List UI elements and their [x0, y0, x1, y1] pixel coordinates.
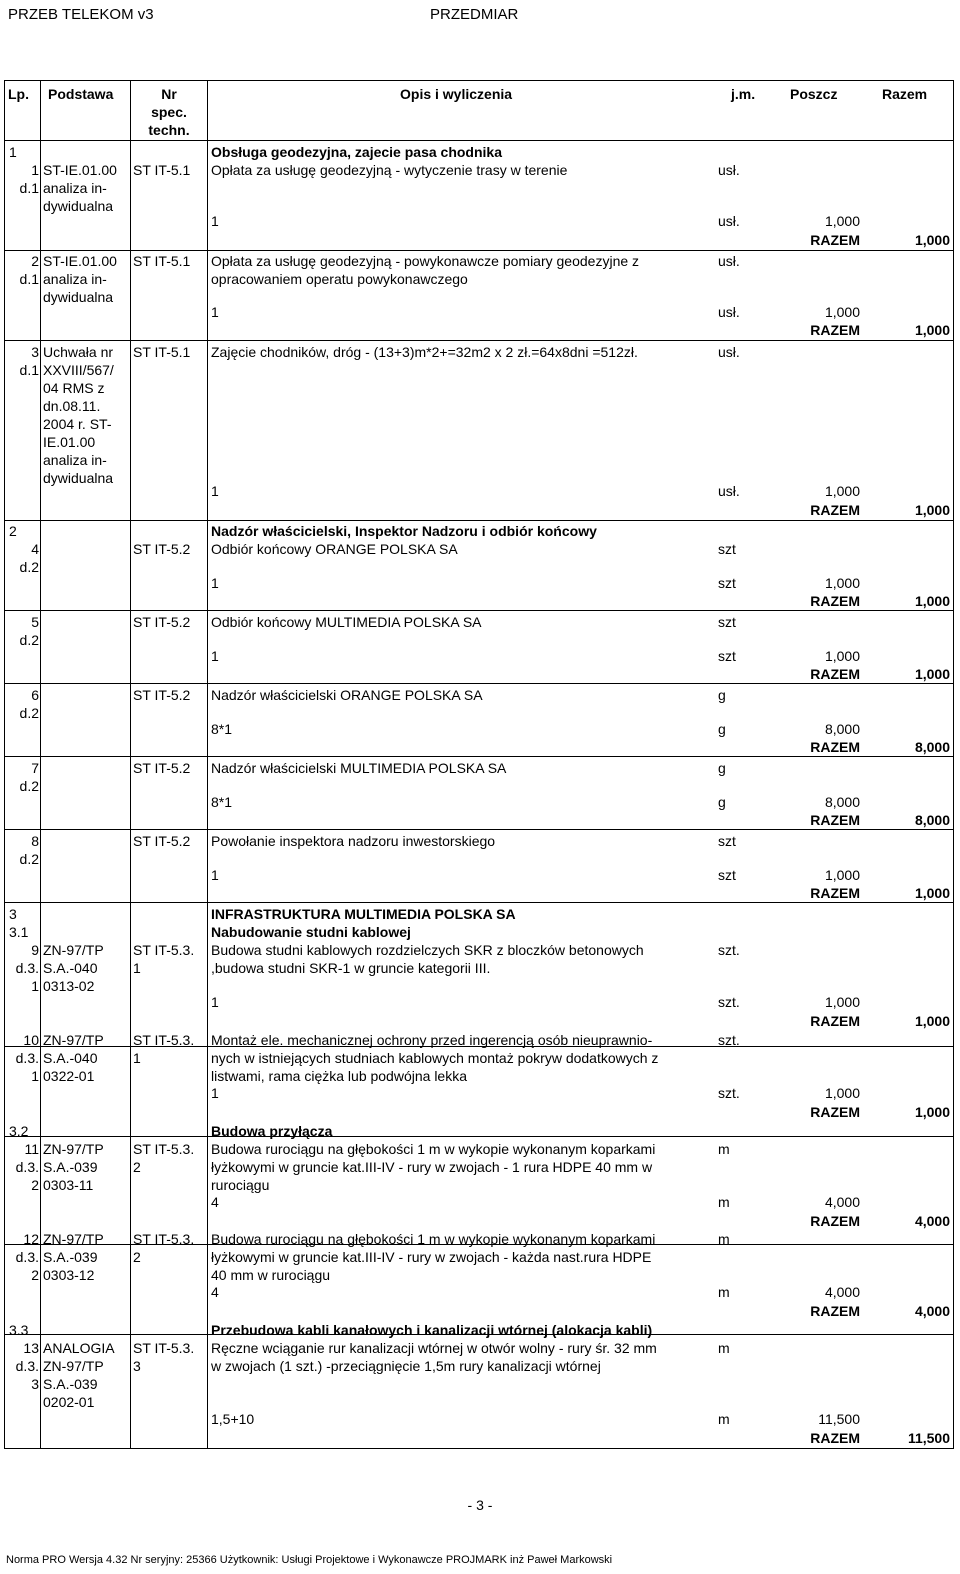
item-quantity-unit: szt [718, 648, 736, 664]
row-divider [4, 683, 954, 684]
item-lp: 13 d.3. 3 [15, 1340, 39, 1392]
row-divider [4, 340, 954, 341]
item-quantity: 1 [211, 213, 219, 229]
item-opis: Powołanie inspektora nadzoru inwestorskiego [211, 833, 496, 849]
razem-label: RAZEM [810, 232, 860, 248]
item-nr-spec: ST IT-5.2 [133, 541, 191, 557]
section-title: Nadzór właścicielski, Inspektor Nadzoru i odbiór końcowy [211, 523, 597, 539]
item-lp: 2 d.1 [19, 253, 39, 287]
item-quantity-unit: g [718, 794, 726, 810]
item-razem: 1,000 [914, 593, 950, 609]
row-divider [4, 520, 954, 521]
item-opis: Montaż ele. mechanicznej ochrony przed ingerencją osób nieuprawnio- nych w istniejących studniach kablowych montaż pokryw dodatkowych z listwami, rama ciężka lub podwójna lekka [211, 1032, 659, 1084]
item-quantity: 8*1 [211, 794, 233, 810]
item-jm: g [718, 760, 726, 776]
item-razem: 1,000 [914, 322, 950, 338]
item-podstawa: ZN-97/TP S.A.-040 0313-02 [43, 942, 104, 994]
item-poszcz: 11,500 [818, 1411, 860, 1427]
item-quantity: 1 [211, 483, 219, 499]
row-divider [4, 610, 954, 611]
row-divider [4, 80, 954, 81]
razem-label: RAZEM [810, 812, 860, 828]
item-opis: Opłata za usługę geodezyjną - wytyczenie trasy w terenie [211, 162, 568, 178]
item-razem: 8,000 [914, 739, 950, 755]
item-quantity: 1 [211, 575, 219, 591]
razem-label: RAZEM [810, 1104, 860, 1120]
column-header-razem: Razem [882, 86, 928, 102]
razem-label: RAZEM [810, 885, 860, 901]
item-quantity-unit: m [718, 1194, 730, 1210]
item-lp: 8 d.2 [19, 833, 39, 867]
section-number: 3 [9, 906, 17, 922]
item-quantity: 1 [211, 994, 219, 1010]
item-nr-spec: ST IT-5.2 [133, 833, 191, 849]
item-jm: szt. [718, 1032, 740, 1048]
document-title: PRZEB TELEKOM v3 [8, 6, 154, 23]
item-jm: usł. [718, 162, 740, 178]
section-number: 1 [9, 144, 17, 160]
item-jm: m [718, 1231, 730, 1247]
item-podstawa: ST-IE.01.00 analiza in- dywidualna [43, 253, 117, 305]
item-podstawa: Uchwała nr XXVIII/567/ 04 RMS z dn.08.11. 2004 r. ST- IE.01.00 analiza in- dywidualna [43, 344, 114, 486]
item-nr-spec: ST IT-5.1 [133, 344, 191, 360]
item-quantity-unit: usł. [718, 483, 740, 499]
item-razem: 4,000 [914, 1303, 950, 1319]
item-lp: 9 d.3. 1 [15, 942, 39, 994]
row-divider [4, 902, 954, 903]
item-nr-spec: ST IT-5.2 [133, 687, 191, 703]
item-lp: 7 d.2 [19, 760, 39, 794]
item-opis: Nadzór właścicielski ORANGE POLSKA SA [211, 687, 483, 703]
item-podstawa: ZN-97/TP S.A.-039 0303-11 [43, 1141, 104, 1193]
item-poszcz: 1,000 [824, 213, 860, 229]
column-header-podstawa: Podstawa [48, 86, 114, 102]
item-nr-spec: ST IT-5.2 [133, 760, 191, 776]
item-poszcz: 4,000 [824, 1284, 860, 1300]
item-quantity-unit: szt [718, 867, 736, 883]
item-jm: szt [718, 833, 736, 849]
item-lp: 1 d.1 [19, 162, 39, 196]
section-title: Nabudowanie studni kablowej [211, 924, 411, 940]
item-razem: 1,000 [914, 666, 950, 682]
item-jm: g [718, 687, 726, 703]
item-razem: 1,000 [914, 502, 950, 518]
section-title: Przebudowa kabli kanałowych i kanalizacji wtórnej (alokacja kabli) [211, 1322, 653, 1338]
item-poszcz: 1,000 [824, 1085, 860, 1101]
item-opis: Odbiór końcowy MULTIMEDIA POLSKA SA [211, 614, 482, 630]
item-quantity: 1,5+10 [211, 1411, 255, 1427]
item-quantity-unit: g [718, 721, 726, 737]
item-jm: usł. [718, 253, 740, 269]
row-divider [4, 1448, 954, 1449]
razem-label: RAZEM [810, 322, 860, 338]
item-poszcz: 1,000 [824, 483, 860, 499]
footer-text: Norma PRO Wersja 4.32 Nr seryjny: 25366 Użytkownik: Usługi Projektowe i Wykonawcze PROJMARK inż Paweł Markowski [6, 1554, 613, 1566]
item-opis: Opłata za usługę geodezyjną - powykonawcze pomiary geodezyjne z opracowaniem operatu powykonawczego [211, 253, 640, 287]
item-podstawa: ANALOGIA ZN-97/TP S.A.-039 0202-01 [43, 1340, 115, 1410]
razem-label: RAZEM [810, 1213, 860, 1229]
item-nr-spec: ST IT-5.3. 1 [133, 942, 195, 976]
document-type: PRZEDMIAR [430, 6, 519, 23]
item-razem: 8,000 [914, 812, 950, 828]
item-poszcz: 8,000 [824, 721, 860, 737]
item-nr-spec: ST IT-5.1 [133, 162, 191, 178]
item-lp: 5 d.2 [19, 614, 39, 648]
item-poszcz: 8,000 [824, 794, 860, 810]
item-razem: 1,000 [914, 1013, 950, 1029]
item-quantity: 4 [211, 1284, 219, 1300]
item-quantity: 1 [211, 648, 219, 664]
razem-label: RAZEM [810, 739, 860, 755]
item-nr-spec: ST IT-5.3. 1 [133, 1032, 195, 1066]
item-quantity-unit: szt [718, 575, 736, 591]
razem-label: RAZEM [810, 1303, 860, 1319]
item-nr-spec: ST IT-5.1 [133, 253, 191, 269]
item-quantity-unit: m [718, 1411, 730, 1427]
item-lp: 3 d.1 [19, 344, 39, 378]
item-nr-spec: ST IT-5.3. 2 [133, 1141, 195, 1175]
row-divider [4, 250, 954, 251]
item-jm: usł. [718, 344, 740, 360]
row-divider [4, 140, 954, 141]
razem-label: RAZEM [810, 666, 860, 682]
item-jm: szt. [718, 942, 740, 958]
item-quantity-unit: m [718, 1284, 730, 1300]
section-title: INFRASTRUKTURA MULTIMEDIA POLSKA SA [211, 906, 516, 922]
item-nr-spec: ST IT-5.3. 3 [133, 1340, 195, 1374]
item-opis: Budowa rurociągu na głębokości 1 m w wykopie wykonanym koparkami łyżkowymi w gruncie kat.III-IV - rury w zwojach - 1 rura HDPE 40 mm w rurociągu [211, 1141, 656, 1193]
item-nr-spec: ST IT-5.3. 2 [133, 1231, 195, 1265]
item-lp: 11 d.3. 2 [15, 1141, 39, 1193]
przedmiar-table [0, 80, 960, 1450]
row-divider [4, 756, 954, 757]
item-poszcz: 1,000 [824, 648, 860, 664]
item-lp: 10 d.3. 1 [15, 1032, 39, 1084]
item-podstawa: ZN-97/TP S.A.-039 0303-12 [43, 1231, 104, 1283]
item-razem: 1,000 [914, 885, 950, 901]
item-podstawa: ST-IE.01.00 analiza in- dywidualna [43, 162, 117, 214]
section-title: Budowa przyłącza [211, 1123, 333, 1139]
column-header-lp: Lp. [8, 86, 29, 102]
item-opis: Odbiór końcowy ORANGE POLSKA SA [211, 541, 458, 557]
item-quantity: 1 [211, 867, 219, 883]
razem-label: RAZEM [810, 502, 860, 518]
item-opis: Budowa rurociągu na głębokości 1 m w wykopie wykonanym koparkami łyżkowymi w gruncie kat.III-IV - rury w zwojach - każda nast.rura HDPE 40 mm w rurociągu [211, 1231, 656, 1283]
item-quantity: 4 [211, 1194, 219, 1210]
item-poszcz: 1,000 [824, 304, 860, 320]
item-podstawa: ZN-97/TP S.A.-040 0322-01 [43, 1032, 104, 1084]
column-header-nr-spec: Nr spec. techn. [148, 86, 190, 138]
item-lp: 12 d.3. 2 [15, 1231, 39, 1283]
row-divider [4, 829, 954, 830]
section-number: 3.2 [9, 1123, 29, 1139]
item-quantity-unit: szt. [718, 1085, 740, 1101]
item-poszcz: 1,000 [824, 575, 860, 591]
item-quantity: 1 [211, 304, 219, 320]
item-poszcz: 4,000 [824, 1194, 860, 1210]
item-quantity: 8*1 [211, 721, 233, 737]
item-poszcz: 1,000 [824, 994, 860, 1010]
item-razem: 11,500 [907, 1430, 950, 1446]
item-jm: szt [718, 541, 736, 557]
item-jm: m [718, 1340, 730, 1356]
item-lp: 6 d.2 [19, 687, 39, 721]
item-quantity-unit: usł. [718, 213, 740, 229]
section-title: Obsługa geodezyjna, zajecie pasa chodnika [211, 144, 502, 160]
item-quantity-unit: usł. [718, 304, 740, 320]
column-header-poszcz: Poszcz [790, 86, 838, 102]
column-header-jm: j.m. [731, 86, 756, 102]
item-razem: 4,000 [914, 1213, 950, 1229]
item-quantity: 1 [211, 1085, 219, 1101]
item-razem: 1,000 [914, 1104, 950, 1120]
section-number: 2 [9, 523, 17, 539]
item-jm: szt [718, 614, 736, 630]
razem-label: RAZEM [810, 1013, 860, 1029]
item-quantity-unit: szt. [718, 994, 740, 1010]
razem-label: RAZEM [810, 593, 860, 609]
column-header-opis: Opis i wyliczenia [400, 86, 513, 102]
razem-label: RAZEM [810, 1430, 860, 1446]
section-number: 3.3 [9, 1322, 29, 1338]
item-poszcz: 1,000 [824, 867, 860, 883]
section-number: 3.1 [9, 924, 29, 940]
item-opis: Ręczne wciąganie rur kanalizacji wtórnej w otwór wolny - rury śr. 32 mm w zwojach (1 szt.) -przeciągnięcie 1,5m rury kanalizacji wtórnej [211, 1340, 657, 1374]
item-jm: m [718, 1141, 730, 1157]
item-opis: Nadzór właścicielski MULTIMEDIA POLSKA SA [211, 760, 507, 776]
item-lp: 4 d.2 [19, 541, 39, 575]
item-opis: Zajęcie chodników, dróg - (13+3)m*2+=32m2 x 2 zł.=64x8dni =512zł. [211, 344, 638, 360]
item-nr-spec: ST IT-5.2 [133, 614, 191, 630]
page-number: - 3 - [467, 1497, 493, 1513]
item-opis: Budowa studni kablowych rozdzielczych SKR z bloczków betonowych ,budowa studni SKR-1 w gruncie kategorii III. [211, 942, 644, 976]
item-razem: 1,000 [914, 232, 950, 248]
